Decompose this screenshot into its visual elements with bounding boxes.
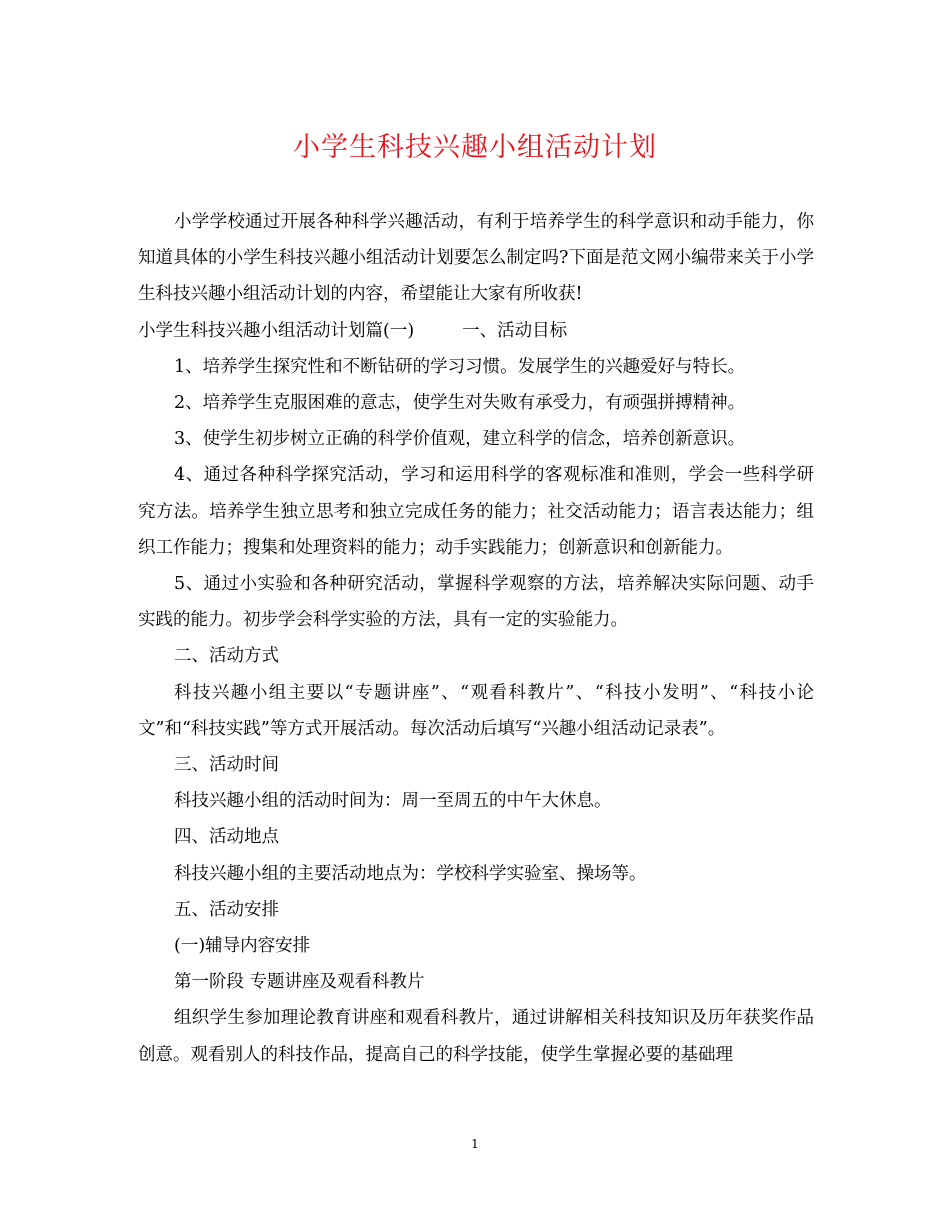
goal-item-1: 1、培养学生探究性和不断钻研的学习习惯。发展学生的兴趣爱好与特长。	[174, 356, 746, 377]
document-body	[138, 204, 814, 1073]
section-heading-goals: 一、活动目标	[462, 320, 568, 341]
stage1-paragraph: 组织学生参加理论教育讲座和观看科教片，通过讲解相关科技知识及历年获奖作品创意。观看别人的科技作品，提高自己的科学技能，使学生掌握必要的基础理	[138, 1008, 814, 1065]
section-heading-schedule: 五、活动安排	[174, 899, 279, 920]
plan-subtitle: 小学生科技兴趣小组活动计划篇(一)	[138, 320, 415, 341]
section-heading-time: 三、活动时间	[174, 755, 279, 776]
goal-item-3: 3、使学生初步树立正确的科学价值观，建立科学的信念，培养创新意识。	[174, 429, 746, 450]
document-title: 小学生科技兴趣小组活动计划	[293, 132, 657, 163]
subsection-heading-guidance: (一)辅导内容安排	[174, 936, 311, 957]
goal-item-5: 5、通过小实验和各种研究活动，掌握科学观察的方法，培养解决实际问题、动手实践的能力。初步学会科学实验的方法，具有一定的实验能力。	[138, 574, 814, 631]
stage1-heading: 第一阶段 专题讲座及观看科教片	[174, 972, 425, 993]
intro-paragraph: 小学学校通过开展各种科学兴趣活动，有利于培养学生的科学意识和动手能力，你知道具体的小学生科技兴趣小组活动计划要怎么制定吗?下面是范文网小编带来关于小学生科技兴趣小组活动计划的内容，希望能让大家有所收获!	[138, 212, 814, 305]
goal-item-2: 2、培养学生克服困难的意志，使学生对失败有承受力，有顽强拼搏精神。	[174, 393, 746, 414]
methods-paragraph: 科技兴趣小组主要以“专题讲座”、“观看科教片”、“科技小发明”、“科技小论文”和“科技实践”等方式开展活动。每次活动后填写“兴趣小组活动记录表”。	[138, 682, 814, 739]
goal-item-4: 4、通过各种科学探究活动，学习和运用科学的客观标准和准则，学会一些科学研究方法。培养学生独立思考和独立完成任务的能力；社交活动能力；语言表达能力；组织工作能力；搜集和处理资料的能力；动手实践能力；创新意识和创新能力。	[138, 465, 814, 558]
page-number: 1	[471, 1137, 479, 1151]
section-heading-location: 四、活动地点	[174, 827, 279, 848]
location-paragraph: 科技兴趣小组的主要活动地点为：学校科学实验室、操场等。	[174, 863, 647, 884]
section-heading-methods: 二、活动方式	[174, 646, 279, 667]
plan-subtitle-line	[138, 313, 814, 349]
time-paragraph: 科技兴趣小组的活动时间为：周一至周五的中午大休息。	[174, 791, 612, 812]
